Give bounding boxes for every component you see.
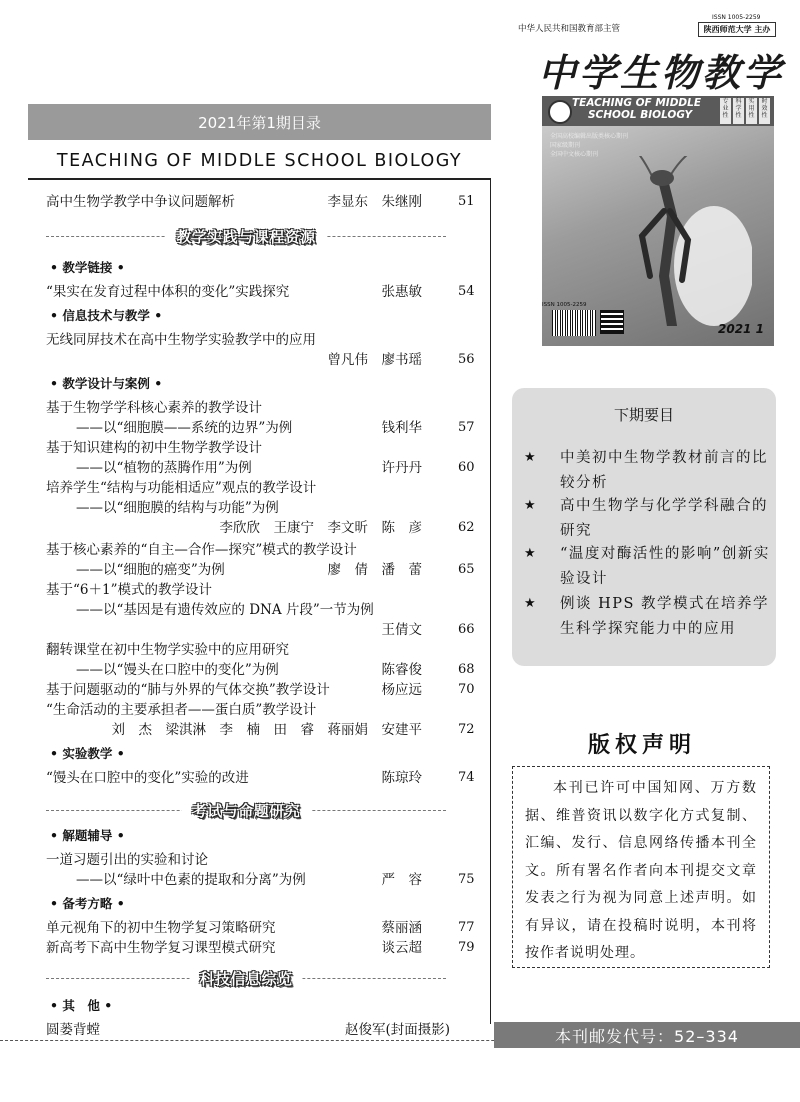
entry-title: 基于“6＋1”模式的教学设计 bbox=[46, 582, 212, 598]
entry-authors: 陈睿俊 bbox=[381, 662, 422, 678]
toc-entry-subtitle bbox=[76, 660, 475, 680]
cover-issn: ISSN 1005-2259 bbox=[542, 302, 587, 308]
toc-entry[interactable] bbox=[46, 700, 450, 720]
entry-authors: 陈琼玲 bbox=[381, 770, 422, 786]
sponsor-box: 陕西师范大学 主办 bbox=[698, 22, 776, 37]
subsection-other: • 其 他 • bbox=[50, 998, 113, 1013]
section-label: 考试与命题研究 bbox=[182, 800, 311, 821]
entry-subtitle: ——以“基因是有遗传效应的 DNA 片段”一节为例 bbox=[76, 602, 374, 618]
journal-english-title: TEACHING OF MIDDLE SCHOOL BIOLOGY bbox=[56, 151, 463, 171]
toc-entry-meta bbox=[46, 350, 475, 370]
entry-title: “果实在发育过程中体积的变化”实践探究 bbox=[46, 284, 290, 300]
section-header-exam bbox=[46, 800, 446, 822]
cover-tag: 实用性 bbox=[746, 98, 757, 124]
cover-banner bbox=[542, 96, 774, 126]
subsection-link: • 教学链接 • bbox=[50, 260, 125, 275]
journal-logo: 中学生物教学 bbox=[538, 50, 785, 95]
toc-entry[interactable] bbox=[46, 282, 475, 302]
toc-entry[interactable] bbox=[46, 850, 450, 870]
toc-entry[interactable] bbox=[46, 938, 475, 958]
cover-tag: 科学性 bbox=[733, 98, 744, 124]
copyright-box bbox=[512, 766, 770, 968]
toc-entry[interactable] bbox=[46, 438, 450, 458]
next-issue-title: 下期要目 bbox=[613, 406, 674, 424]
mantis-photo bbox=[602, 156, 752, 326]
section-header-practice bbox=[46, 226, 446, 248]
copyright-text: 本刊已许可中国知网、万方数据、维普资讯以数字化方式复制、汇编、发行、信息网络传播本刊全文。所有署名作者向本刊提交文章发表之行为视为同意上述声明。如有异议，请在投稿时说明，本刊将按作者说明处理。 bbox=[525, 780, 757, 961]
entry-page: 68 bbox=[458, 662, 475, 677]
entry-authors: 谈云超 bbox=[381, 940, 422, 956]
entry-page: 57 bbox=[458, 420, 475, 435]
entry-subtitle: ——以“细胞膜的结构与功能”为例 bbox=[76, 500, 279, 516]
cover-tag: 专业性 bbox=[720, 98, 731, 124]
cover-image bbox=[542, 96, 774, 346]
entry-page: 66 bbox=[458, 622, 475, 637]
emblem-icon bbox=[548, 100, 572, 124]
entry-authors: 廖 倩 潘 蕾 bbox=[327, 562, 422, 578]
toc-entry[interactable] bbox=[46, 768, 475, 788]
cover-tag: 时效性 bbox=[759, 98, 770, 124]
toc-entry[interactable] bbox=[46, 478, 450, 498]
entry-authors: 李显东 朱继刚 bbox=[327, 194, 422, 210]
entry-authors: 李欣欣 王康宁 李文昕 陈 彦 bbox=[219, 520, 422, 536]
entry-title: 圆蒌背螳 bbox=[46, 1022, 100, 1038]
entry-title: “生命活动的主要承担者——蛋白质”教学设计 bbox=[46, 702, 317, 718]
section-header-sci bbox=[46, 968, 446, 990]
entry-title: “馒头在口腔中的变化”实验的改进 bbox=[46, 770, 249, 786]
section-label: 教学实践与课程资源 bbox=[166, 226, 326, 247]
entry-title: 一道习题引出的实验和讨论 bbox=[46, 852, 208, 868]
entry-page: 62 bbox=[458, 520, 475, 535]
cover-note: 全国中文核心期刊 bbox=[550, 151, 599, 158]
entry-title: 单元视角下的初中生物学复习策略研究 bbox=[46, 920, 276, 936]
entry-title: 新高考下高中生物学复习课型模式研究 bbox=[46, 940, 276, 956]
entry-page: 65 bbox=[458, 562, 475, 577]
entry-page: 60 bbox=[458, 460, 475, 475]
entry-authors: 赵俊军(封面摄影) bbox=[344, 1022, 450, 1038]
toc-entry[interactable] bbox=[46, 540, 450, 560]
entry-page: 79 bbox=[458, 940, 475, 955]
subsection-exp: • 实验教学 • bbox=[50, 746, 125, 761]
toc-entry[interactable] bbox=[46, 398, 450, 418]
toc-title: 2021年第1期目录 bbox=[28, 104, 491, 140]
entry-subtitle: ——以“绿叶中色素的提取和分离”为例 bbox=[76, 872, 306, 888]
entry-authors: 许丹丹 bbox=[381, 460, 422, 476]
star-icon: ★ bbox=[524, 546, 536, 561]
entry-page: 72 bbox=[458, 722, 475, 737]
column-divider bbox=[490, 178, 491, 1024]
entry-page: 56 bbox=[458, 352, 475, 367]
entry-title: 基于问题驱动的“肺与外界的气体交换”教学设计 bbox=[46, 682, 330, 698]
entry-title: 基于生物学学科核心素养的教学设计 bbox=[46, 400, 262, 416]
entry-page: 51 bbox=[458, 194, 475, 209]
cover-en-line1: TEACHING OF MIDDLE bbox=[572, 97, 702, 109]
entry-subtitle: ——以“植物的蒸腾作用”为例 bbox=[76, 460, 252, 476]
barcode-icon bbox=[552, 310, 596, 336]
entry-title: 基于知识建构的初中生物学教学设计 bbox=[46, 440, 262, 456]
postal-code-bar: 本刊邮发代号：52–334 bbox=[494, 1022, 800, 1048]
entry-page: 74 bbox=[458, 770, 475, 785]
toc-entry[interactable] bbox=[46, 918, 475, 938]
entry-title: 基于核心素养的“自主—合作—探究”模式的教学设计 bbox=[46, 542, 357, 558]
title-divider bbox=[28, 178, 491, 180]
next-issue-text: 例谈 HPS 教学模式在培养学生科学探究能力中的应用 bbox=[560, 596, 770, 637]
toc-entry[interactable] bbox=[46, 192, 475, 212]
section-label: 科技信息综览 bbox=[189, 968, 302, 989]
copyright-title: 版权声明 bbox=[587, 733, 696, 758]
entry-subtitle: ——以“细胞膜——系统的边界”为例 bbox=[76, 420, 293, 436]
toc-entry[interactable] bbox=[46, 1020, 450, 1040]
entry-title: 翻转课堂在初中生物学实验中的应用研究 bbox=[46, 642, 289, 658]
entry-subtitle: ——以“馒头在口腔中的变化”为例 bbox=[76, 662, 279, 678]
star-icon: ★ bbox=[524, 596, 536, 611]
toc-entry-subtitle bbox=[76, 560, 475, 580]
entry-authors: 刘 杰 梁淇淋 李 楠 田 睿 蒋丽娟 安建平 bbox=[111, 722, 422, 738]
cover-note: 国家级期刊 bbox=[550, 142, 581, 149]
entry-page: 77 bbox=[458, 920, 475, 935]
subsection-guide: • 解题辅导 • bbox=[50, 828, 125, 843]
issn-top: ISSN 1005-2259 bbox=[712, 14, 761, 21]
entry-authors: 蔡丽涵 bbox=[381, 920, 422, 936]
toc-entry[interactable] bbox=[46, 580, 450, 600]
toc-entry-subtitle bbox=[76, 418, 475, 438]
entry-title: 培养学生“结构与功能相适应”观点的教学设计 bbox=[46, 480, 317, 496]
subsection-design: • 教学设计与案例 • bbox=[50, 376, 163, 391]
subsection-it: • 信息技术与教学 • bbox=[50, 308, 163, 323]
entry-authors: 钱利华 bbox=[381, 420, 422, 436]
entry-title: 高中生物学教学中争议问题解析 bbox=[46, 194, 235, 210]
next-issue-box bbox=[512, 388, 776, 666]
toc-entry[interactable] bbox=[46, 680, 475, 700]
cover-english-title bbox=[572, 97, 701, 121]
entry-page: 75 bbox=[458, 872, 475, 887]
toc-entry[interactable] bbox=[46, 640, 450, 660]
entry-page: 54 bbox=[458, 284, 475, 299]
next-issue-text: “温度对酶活性的影响”创新实验设计 bbox=[560, 546, 770, 587]
toc-entry-subtitle bbox=[76, 870, 475, 890]
toc-entry-subtitle bbox=[76, 498, 450, 518]
cover-issue: 2021 1 bbox=[718, 322, 764, 336]
publisher-line: 中华人民共和国教育部主管 bbox=[518, 24, 621, 34]
toc-entry-meta bbox=[46, 518, 475, 538]
entry-title: 无线同屏技术在高中生物学实验教学中的应用 bbox=[46, 332, 316, 348]
next-issue-text: 中美初中生物学教材前言的比较分析 bbox=[560, 450, 768, 491]
star-icon: ★ bbox=[524, 450, 536, 465]
toc-entry-meta bbox=[46, 620, 475, 640]
toc-entry-subtitle bbox=[76, 458, 475, 478]
entry-authors: 王倩文 bbox=[381, 622, 422, 638]
cover-en-line2: SCHOOL BIOLOGY bbox=[588, 109, 693, 121]
cover-notes bbox=[550, 132, 628, 159]
qr-code-icon bbox=[600, 310, 624, 334]
toc-entry[interactable] bbox=[46, 330, 450, 350]
cover-note: 全国高校编辑出版类核心期刊 bbox=[550, 133, 629, 140]
entry-authors: 曾凡伟 廖书瑶 bbox=[327, 352, 422, 368]
entry-authors: 张惠敏 bbox=[381, 284, 422, 300]
entry-authors: 杨应远 bbox=[381, 682, 422, 698]
subsection-prep: • 备考方略 • bbox=[50, 896, 125, 911]
toc-entry-meta bbox=[46, 720, 475, 740]
entry-page: 70 bbox=[458, 682, 475, 697]
toc-entry-subtitle bbox=[76, 600, 450, 620]
star-icon: ★ bbox=[524, 498, 536, 513]
entry-subtitle: ——以“细胞的癌变”为例 bbox=[76, 562, 225, 578]
entry-authors: 严 容 bbox=[381, 872, 422, 888]
next-issue-text: 高中生物学与化学学科融合的研究 bbox=[560, 498, 768, 539]
